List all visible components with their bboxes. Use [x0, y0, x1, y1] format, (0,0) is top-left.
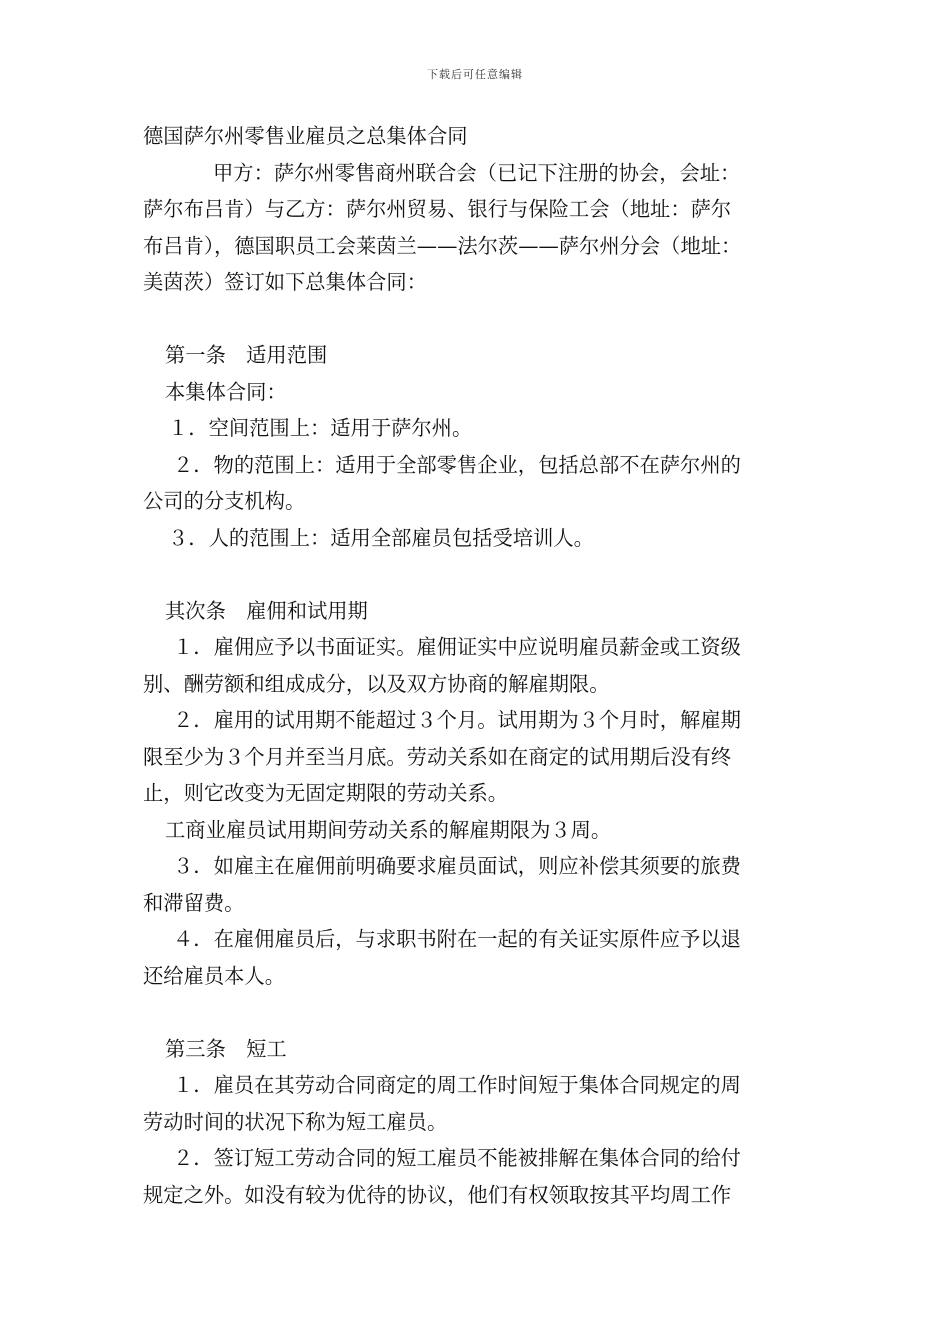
article2-item2-line: 限至少为３个月并至当月底。劳动关系如在商定的试用期后没有终: [143, 744, 732, 769]
paragraph-gap: [143, 301, 813, 338]
article3-heading: 第三条 短工: [165, 1036, 287, 1061]
article2-item3-line: ３．如雇主在雇佣前明确要求雇员面试，则应补偿其须要的旅费: [173, 854, 741, 878]
article1-item1: １．空间范围上：适用于萨尔州。: [168, 416, 473, 440]
article1-lead: 本集体合同：: [165, 379, 287, 404]
article2-item1-line: １．雇佣应予以书面证实。雇佣证实中应说明雇员薪金或工资级: [173, 635, 741, 659]
paragraph-gap: [143, 994, 813, 1031]
article3-item1-line: １．雇员在其劳动合同商定的周工作时间短于集体合同规定的周: [173, 1073, 741, 1097]
article2-item3-line: 和滞留费。: [143, 890, 245, 915]
article3-item2-line: 规定之外。如没有较为优待的协议，他们有权领取按其平均周工作: [143, 1182, 732, 1207]
intro-line: 布吕肯），德国职员工会莱茵兰——法尔茨——萨尔州分会（地址：: [143, 233, 742, 258]
article3-item2-line: ２．签订短工劳动合同的短工雇员不能被排解在集体合同的给付: [173, 1146, 741, 1170]
intro-line: 美茵茨）签订如下总集体合同：: [143, 270, 427, 294]
article3-item1-line: 劳动时间的状况下称为短工雇员。: [143, 1109, 448, 1134]
article1-item3: ３．人的范围上：适用全部雇员包括受培训人。: [168, 525, 594, 550]
page-header-note: 下载后可任意编辑: [427, 68, 523, 81]
article1-item2-line: ２．物的范围上：适用于全部零售企业，包括总部不在萨尔州的: [173, 452, 741, 477]
article2-item2-line: ２．雇用的试用期不能超过３个月。试用期为３个月时，解雇期: [173, 708, 741, 732]
document-body: [143, 118, 813, 1213]
article2-heading: 其次条 雇佣和试用期: [165, 598, 368, 623]
article2-note: 工商业雇员试用期间劳动关系的解雇期限为３周。: [165, 817, 612, 842]
article2-item2-line: 止，则它改变为无固定期限的劳动关系。: [143, 781, 509, 805]
intro-line: 甲方：萨尔州零售商州联合会（已记下注册的协会，会址：: [213, 160, 741, 185]
article2-item4-line: 还给雇员本人。: [143, 963, 285, 988]
article1-item2-line: 公司的分支机构。: [143, 489, 306, 513]
article2-item1-line: 别、酬劳额和组成成分，以及双方协商的解雇期限。: [143, 671, 610, 696]
document-title: 德国萨尔州零售业雇员之总集体合同: [143, 124, 468, 148]
article1-heading: 第一条 适用范围: [165, 343, 328, 367]
article2-item4-line: ４．在雇佣雇员后，与求职书附在一起的有关证实原件应予以退: [173, 927, 741, 951]
paragraph-gap: [143, 556, 813, 593]
intro-line: 萨尔布吕肯）与乙方：萨尔州贸易、银行与保险工会（地址：萨尔: [143, 197, 732, 221]
